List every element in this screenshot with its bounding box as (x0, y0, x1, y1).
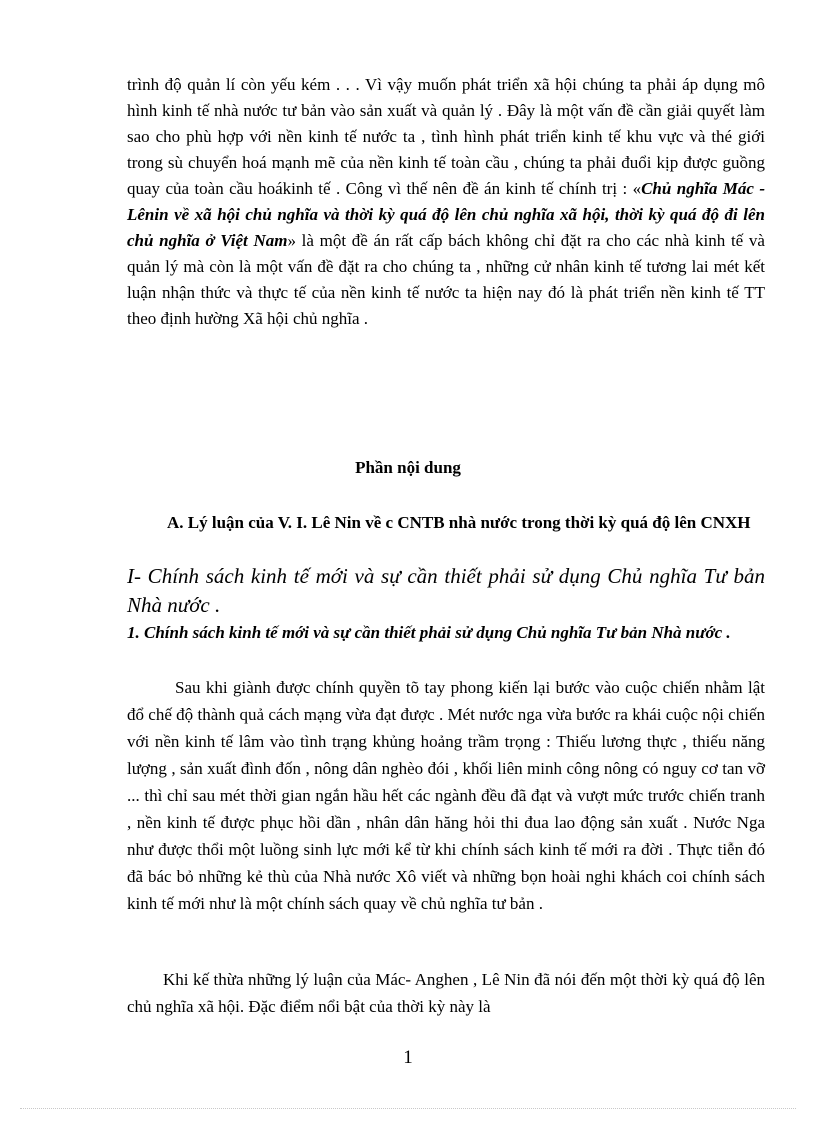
section-title: Phần nội dung (355, 458, 461, 477)
intro-text-part2: » là một đề án rất cấp bách không chỉ đặt ra cho các nhà kinh tế và quản lý mà còn là một vấn đề đặt ra cho chúng ta , những cử nhân kinh tế tương lai mét kết luận nhận thức và thực tế của nền kinh tế nước ta hiện nay đó là phát triển nền kinh tế TT theo định hường Xã hội chủ nghĩa . (127, 231, 765, 328)
body-paragraph-2: Khi kế thừa những lý luận của Mác- Anghen , Lê Nin đã nói đến một thời kỳ quá độ lên chủ nghĩa xã hội. Đặc điểm nổi bật của thời kỳ này là (127, 970, 765, 1016)
project-title: Chủ nghĩa Mác - Lênin về xã hội chủ nghĩa và thời kỳ quá độ lên chủ nghĩa xã hội, thời kỳ quá độ đi lên chủ nghĩa ở Việt Nam (127, 179, 766, 250)
heading-a: A. Lý luận của V. I. Lê Nin về c CNTB nhà nước trong thời kỳ quá độ lên CNXH (167, 513, 751, 532)
body-paragraph-1: Sau khi giành được chính quyền tõ tay phong kiến lại bước vào cuộc chiến nhằm lật đổ chế độ thành quả cách mạng vừa đạt được . Mét nước nga vừa bước ra khái cuộc nội chiến với nền kinh tế lâm vào tình trạng khủng hoảng trầm trọng : Thiếu lương thực , thiếu năng lượng , sản xuất đình đốn , nông dân nghèo đói , khối liên minh công nông có nguy cơ tan vỡ ... thì chỉ sau mét thời gian ngắn hầu hết các ngành đều đã đạt và vượt mức trước chiến tranh , nền kinh tế được phục hồi dần , nhân dân hăng hỏi thi đua lao động sản xuất . Nước Nga như được thổi một luồng sinh lực mới kể từ khi chính sách kinh tế mới ra đời . Thực tiễn đó đã bác bỏ những kẻ thù của Nhà nước Xô viết và những bọn hoài nghi khách coi chính sách kinh tế mới như là một chính sách quay về chủ nghĩa tư bản . (127, 678, 765, 913)
heading-1: 1. Chính sách kinh tế mới và sự cần thiết phải sử dụng Chủ nghĩa Tư bản Nhà nước . (127, 623, 731, 642)
page-number: 1 (403, 1047, 413, 1068)
heading-i: I- Chính sách kinh tế mới và sự cần thiết phải sử dụng Chủ nghĩa Tư bản Nhà nước . (127, 564, 765, 617)
intro-paragraph (127, 72, 765, 332)
page-bottom-border (20, 1108, 796, 1109)
intro-text-part1: trình độ quản lí còn yếu kém . . . Vì vậy muốn phát triển xã hội chúng ta phải áp dụng mô hình kinh tế nhà nước tư bản vào sản xuất và quản lý . Đây là một vấn đề cần giải quyết làm sao cho phù hợp với nền kinh tế nước ta , tình hình phát triển kinh tế khu vực và thé giới trong sù chuyển hoá mạnh mẽ của nền kinh tế toàn cầu , chúng ta phải đuổi kịp được guồng quay của toàn cầu hoákinh tế . Công vì thế nên đề án kinh tế chính trị : « (127, 75, 765, 198)
